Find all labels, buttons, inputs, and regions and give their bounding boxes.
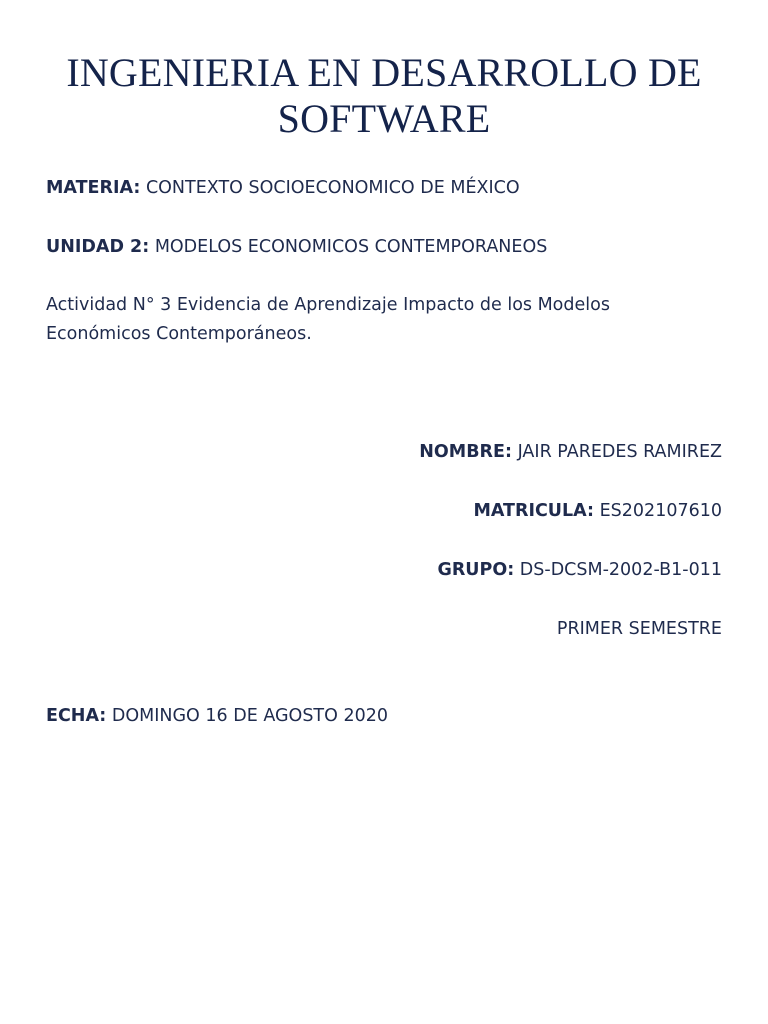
unidad-label: UNIDAD 2: <box>46 237 150 257</box>
matricula-line <box>473 497 722 526</box>
actividad-line-1: Actividad N° 3 Evidencia de Aprendizaje Impacto de los Modelos <box>46 295 610 315</box>
materia-label: MATERIA: <box>46 178 141 198</box>
fecha-value: DOMINGO 16 DE AGOSTO 2020 <box>111 706 388 726</box>
nombre-label: NOMBRE: <box>419 442 512 462</box>
matricula-label: MATRICULA: <box>473 501 595 521</box>
nombre-line <box>419 438 722 467</box>
nombre-value: JAIR PAREDES RAMIREZ <box>517 442 722 462</box>
materia-value: CONTEXTO SOCIOECONOMICO DE MÉXICO <box>145 178 520 198</box>
grupo-value: DS-DCSM-2002-B1-011 <box>519 560 722 580</box>
semestre-line <box>557 615 722 644</box>
actividad-line-2: Económicos Contemporáneos. <box>46 324 312 344</box>
title-line-1: INGENIERIA EN DESARROLLO DE <box>66 50 702 95</box>
title-line-2: SOFTWARE <box>277 96 491 141</box>
matricula-value: ES202107610 <box>599 501 722 521</box>
semestre-value: PRIMER SEMESTRE <box>556 619 722 639</box>
unidad-line <box>46 233 547 262</box>
fecha-line <box>46 702 388 731</box>
actividad-text <box>46 291 686 349</box>
grupo-line <box>437 556 722 585</box>
document-title <box>0 50 768 142</box>
grupo-label: GRUPO: <box>437 560 515 580</box>
unidad-value: MODELOS ECONOMICOS CONTEMPORANEOS <box>154 237 548 257</box>
materia-line <box>46 174 520 203</box>
fecha-label: ECHA: <box>46 706 107 726</box>
